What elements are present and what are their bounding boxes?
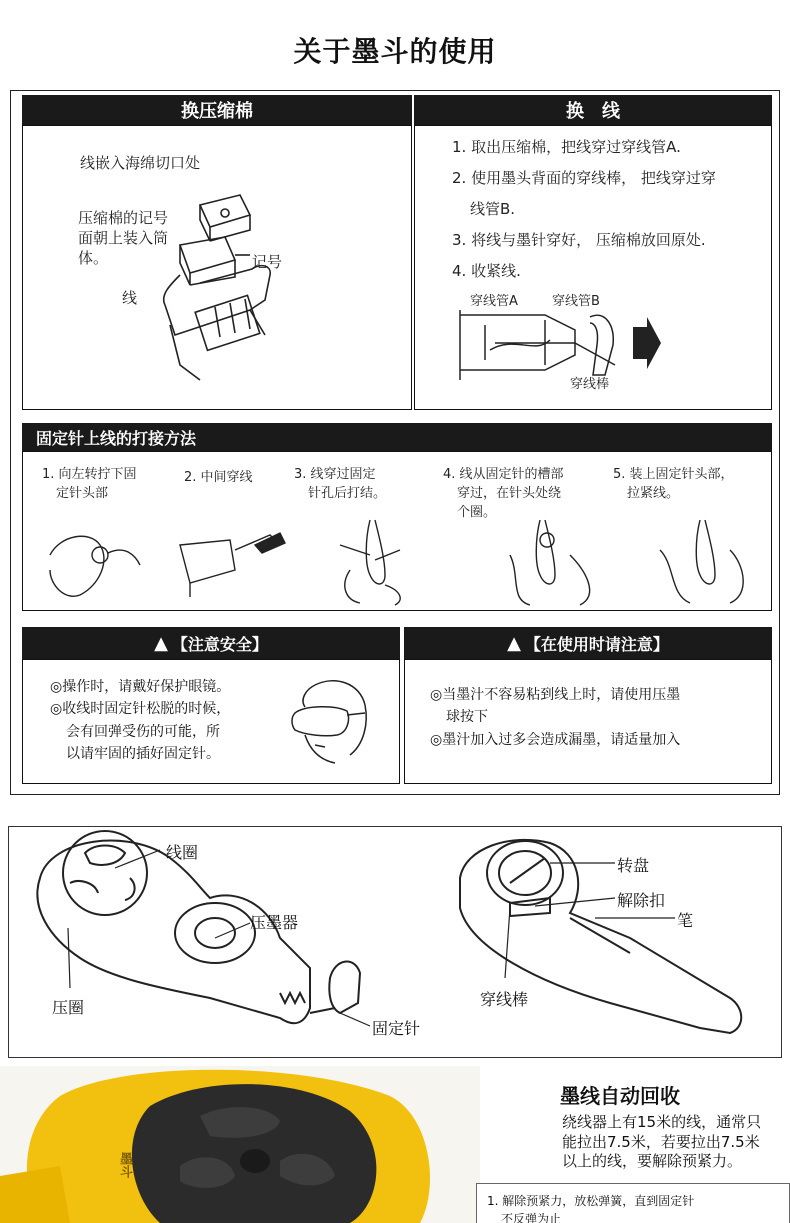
product-photo <box>0 1066 480 1223</box>
section-header-sponge-label: 换压缩棉 <box>181 101 253 122</box>
safety-text <box>50 676 230 766</box>
label-threading-rod: 穿线棒 <box>570 377 610 392</box>
page-title: 关于墨斗的使用 <box>293 35 497 68</box>
usage-text <box>430 684 680 751</box>
knot-step-1-line1: 1. 向左转拧下固 <box>42 467 137 482</box>
label-tube-a: 穿线管A <box>470 294 518 309</box>
safety-item-2b: 会有回弹受伤的可能，所 <box>66 723 220 740</box>
knot-illustrations <box>40 515 760 607</box>
safety-item-2c: 以请牢固的插好固定针。 <box>66 746 220 763</box>
knot-step-3 <box>294 466 386 504</box>
knot-step-3-line1: 3. 线穿过固定 <box>294 467 376 482</box>
warning-icon: ▲ <box>507 632 521 654</box>
product-desc-line3: 以上的线，要解除预紧力。 <box>562 1152 743 1170</box>
product-desc-line1: 绕线器上有15米的线，通常只 <box>562 1113 762 1131</box>
label-ink-presser: 压墨器 <box>250 913 299 932</box>
label-line-coil: 线圈 <box>166 843 199 862</box>
label-tube-b: 穿线管B <box>552 294 600 309</box>
knot-step-5 <box>613 466 734 504</box>
thread-step-1: 1. 取出压缩棉，把线穿过穿线管A. <box>452 138 681 156</box>
thread-step-3: 3. 将线与墨针穿好， 压缩棉放回原处. <box>452 231 706 249</box>
knot-step-1 <box>42 466 137 504</box>
thread-step-4: 4. 收紧线. <box>452 262 521 280</box>
sponge-illustration <box>140 185 300 395</box>
label-mark-1: 压缩棉的记号 <box>78 209 169 227</box>
product-desc <box>562 1113 761 1172</box>
usage-item-2: ◎墨汁加入过多会造成漏墨，请适量加入 <box>430 731 681 748</box>
product-heading: 墨线自动回收 <box>560 1084 680 1108</box>
usage-item-1b: 球按下 <box>446 709 488 726</box>
release-step-text <box>477 1184 789 1223</box>
release-step-line1: 1. 解除预紧力，放松弹簧，直到固定针 <box>487 1194 695 1208</box>
warning-icon: ▲ <box>154 632 168 654</box>
knot-step-3-line2: 针孔后打结。 <box>308 485 387 501</box>
label-press-ring: 压圈 <box>52 998 85 1017</box>
knot-step-1-line2: 定针头部 <box>56 485 109 501</box>
product-desc-line2: 能拉出7.5米，若要拉出7.5米 <box>562 1132 760 1151</box>
section-header-usage-label: 【在使用时请注意】 <box>524 634 669 654</box>
label-sponge-cut: 线嵌入海绵切口处 <box>80 154 201 172</box>
thread-step-2: 2. 使用墨头背面的穿线棒， 把线穿过穿 <box>452 169 716 187</box>
knot-step-4-line1: 4. 线从固定针的槽部 <box>443 467 564 482</box>
section-header-sponge <box>22 95 412 125</box>
arrow-right-icon <box>633 317 661 369</box>
label-thread: 线 <box>122 289 138 307</box>
label-turntable: 转盘 <box>617 856 650 875</box>
label-threading-rod-2: 穿线棒 <box>480 990 529 1009</box>
section-header-safety <box>22 627 400 659</box>
label-fixing-pin: 固定针 <box>372 1019 421 1038</box>
label-mark-3: 体。 <box>78 249 109 267</box>
section-header-usage <box>404 627 772 659</box>
knot-step-5-line1: 5. 装上固定针头部， <box>613 467 734 482</box>
release-step-panel <box>476 1183 790 1223</box>
product-side-text: 墨斗 <box>117 1152 132 1178</box>
knot-step-4-line2: 穿过，在针头处绕 <box>457 485 562 501</box>
label-mark: 记号 <box>252 253 283 271</box>
section-header-knot-label: 固定针上线的打接方法 <box>36 428 197 448</box>
knot-step-5-line2: 拉紧线。 <box>627 485 680 501</box>
safety-item-1: ◎操作时，请戴好保护眼镜。 <box>50 679 231 695</box>
section-header-knot <box>22 423 772 451</box>
usage-item-1: ◎当墨汁不容易粘到线上时，请使用压墨 <box>430 687 681 703</box>
section-header-thread-label: 换 线 <box>566 101 620 122</box>
thread-step-2b: 线管B. <box>470 200 516 218</box>
label-release-button: 解除扣 <box>617 891 666 910</box>
release-step-line2: 不反弹为止 <box>501 1212 562 1223</box>
label-pen: 笔 <box>677 911 694 930</box>
safety-item-2: ◎收线时固定针松脱的时候， <box>50 701 231 718</box>
section-header-thread <box>414 95 772 125</box>
thread-illustration <box>455 305 665 385</box>
knot-step-4-line3: 个圈。 <box>457 504 497 520</box>
knot-step-2: 2. 中间穿线 <box>184 470 253 485</box>
section-header-safety-label: 【注意安全】 <box>171 634 268 654</box>
safety-goggles-illustration <box>285 675 375 770</box>
label-mark-2: 面朝上装入筒 <box>78 229 169 247</box>
